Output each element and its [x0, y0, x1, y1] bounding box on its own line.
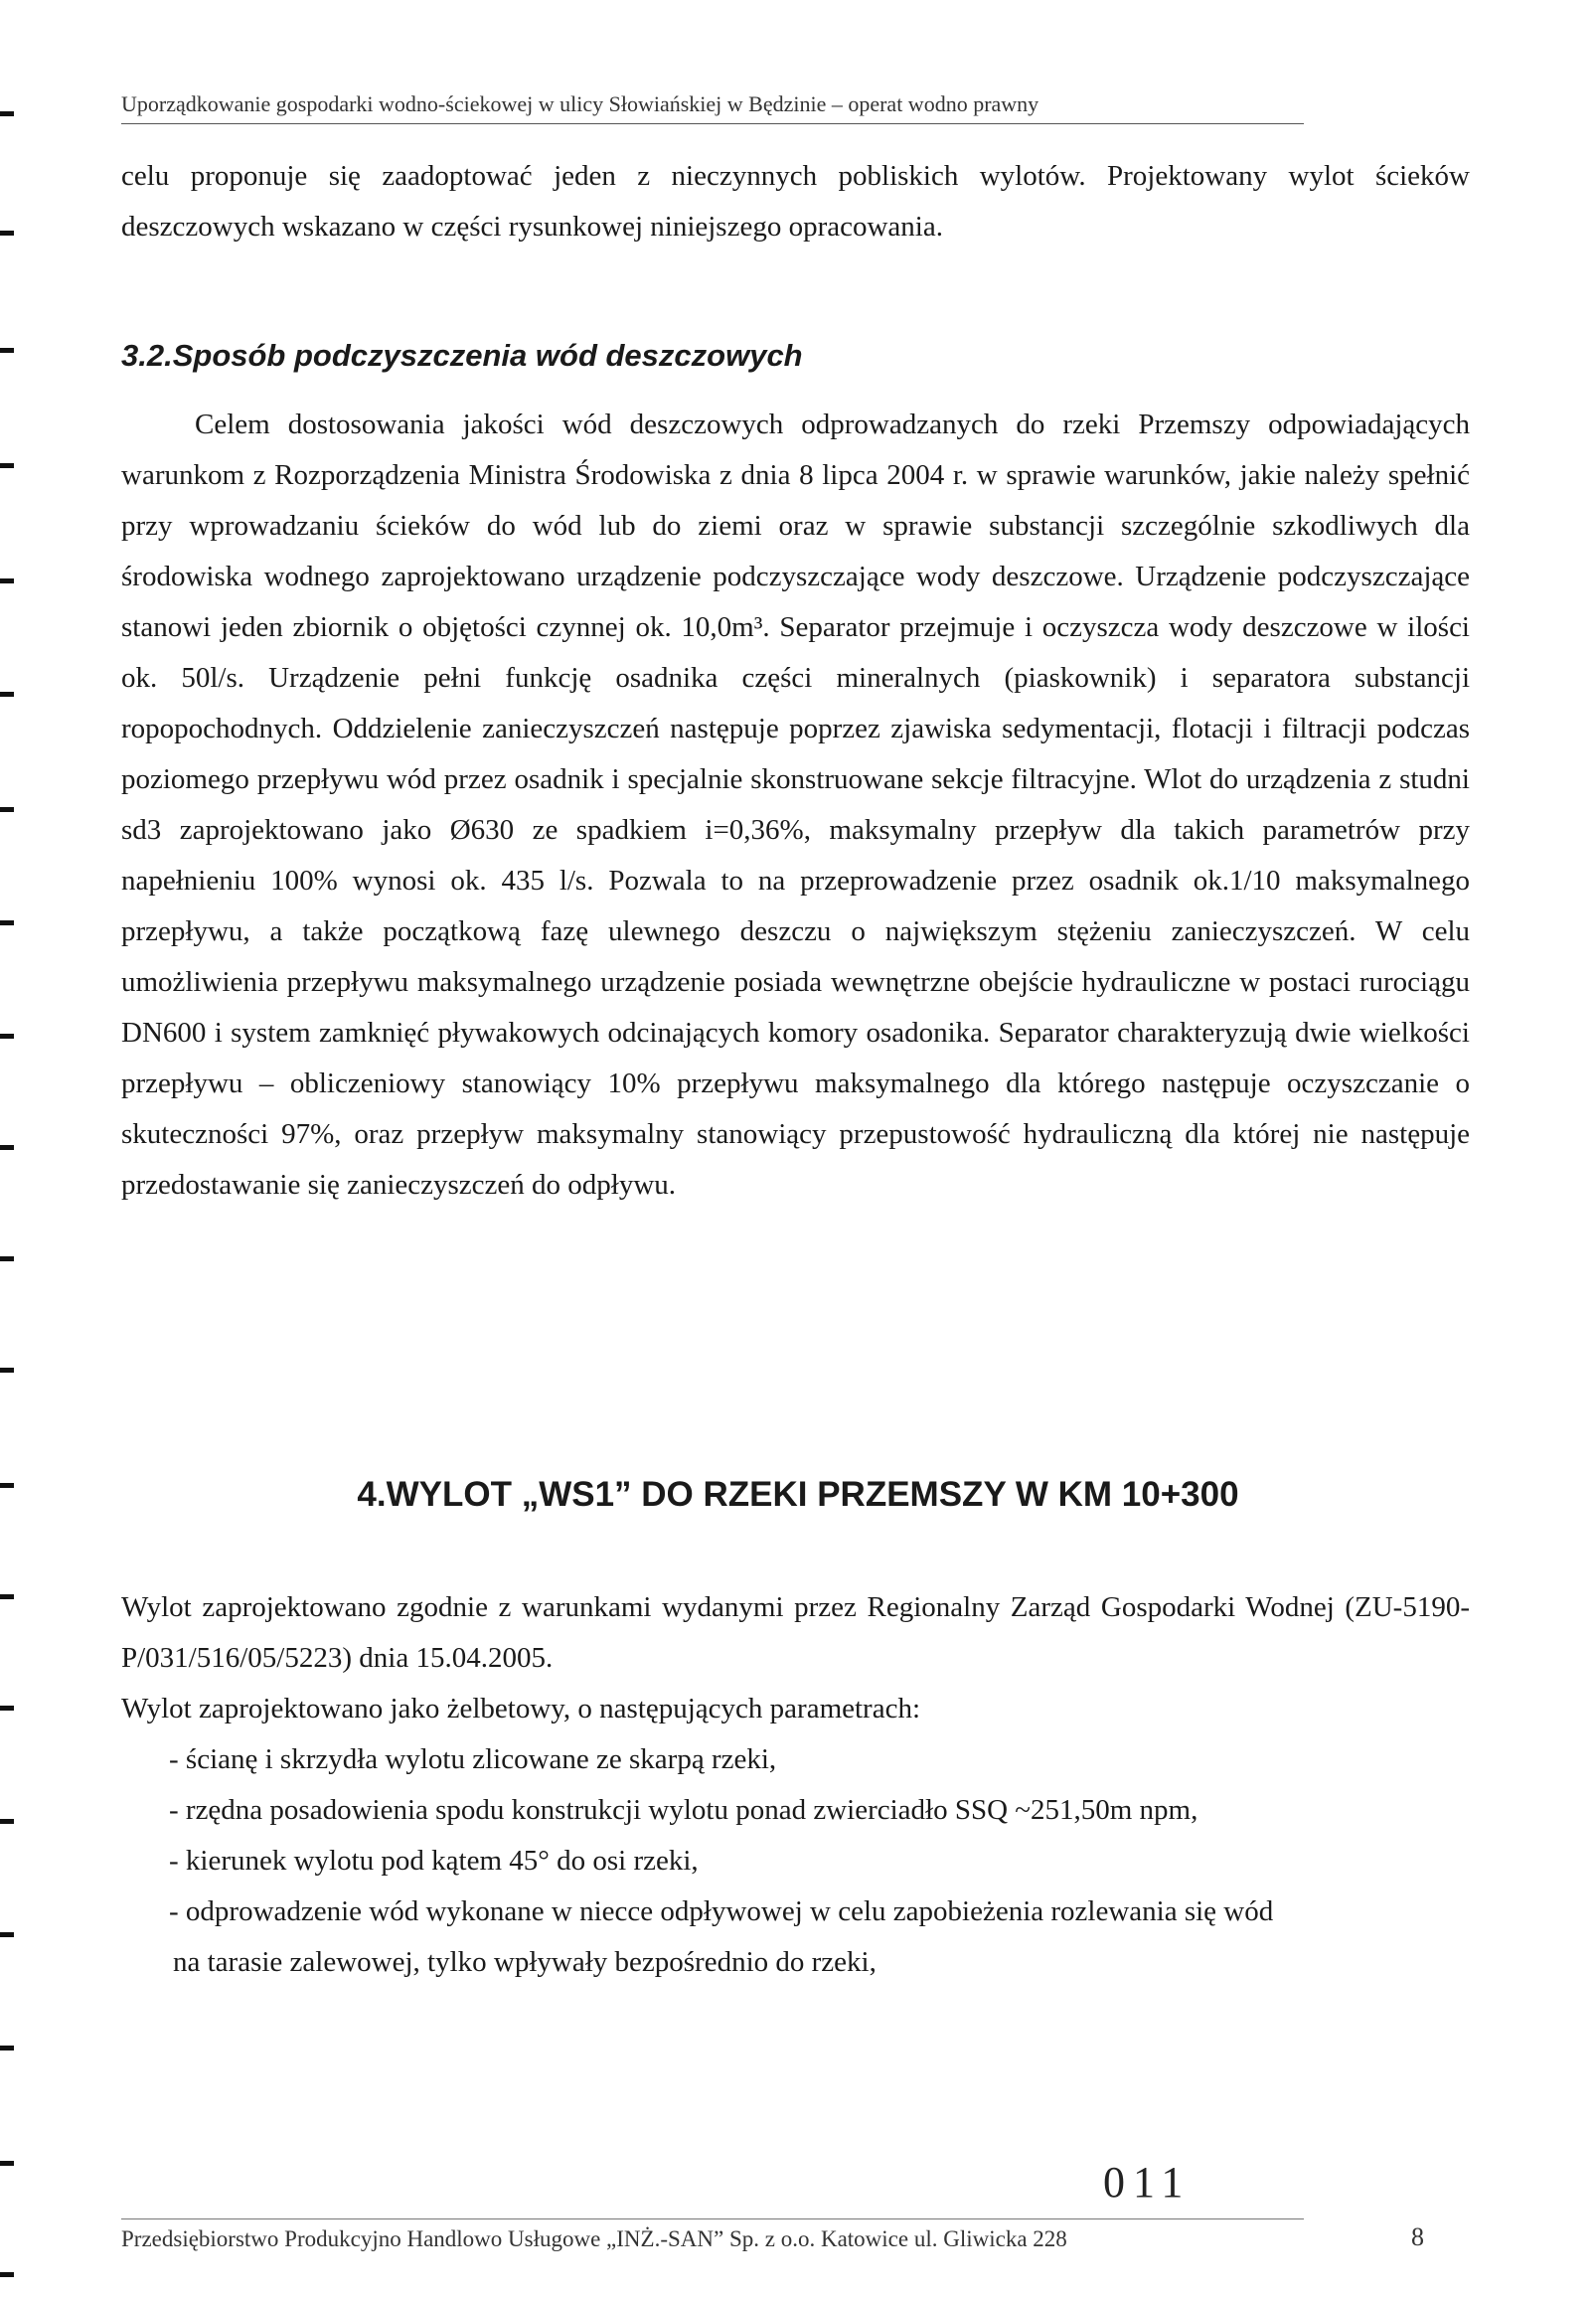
list-item: - rzędna posadowienia spodu konstrukcji wylotu ponad zwierciadło SSQ ~251,50m npm, — [169, 1794, 1198, 1826]
section-heading-3-2: 3.2.Sposób podczyszczenia wód deszczowych — [121, 338, 803, 373]
page-number: 8 — [1411, 2222, 1424, 2251]
scan-edge-mark — [0, 1706, 14, 1711]
list-item: - kierunek wylotu pod kątem 45° do osi rzeki, — [169, 1845, 699, 1877]
scan-edge-mark — [0, 463, 14, 468]
chapter-4-paragraph-2: Wylot zaprojektowano jako żelbetowy, o następujących parametrach: — [121, 1693, 921, 1724]
scan-edge-mark — [0, 2046, 14, 2051]
list-item: - ścianę i skrzydła wylotu zlicowane ze skarpą rzeki, — [169, 1743, 777, 1775]
chapter-4-body — [121, 1582, 1470, 1988]
intro-paragraph: celu proponuje się zaadoptować jeden z nieczynnych pobliskich wylotów. Projektowany wylot ścieków deszczowych wskazano w części rysunkowej niniejszego opracowania. — [121, 160, 1470, 243]
scan-edge-mark — [0, 1932, 14, 1937]
chapter-4-paragraph-1: Wylot zaprojektowano zgodnie z warunkami wydanymi przez Regionalny Zarząd Gospodarki Wodnej (ZU-5190-P/031/516/05/5223) dnia 15.04.2005. — [121, 1591, 1470, 1674]
scan-edge-mark — [0, 1368, 14, 1373]
scan-edge-mark — [0, 1256, 14, 1261]
scan-edge-mark — [0, 1034, 14, 1039]
scan-edge-mark — [0, 692, 14, 697]
scan-edge-mark — [0, 348, 14, 353]
chapter-heading-4: 4.WYLOT „WS1” DO RZEKI PRZEMSZY W KM 10+300 — [357, 1475, 1239, 1514]
scan-edge-mark — [0, 807, 14, 812]
list-item-continuation: na tarasie zalewowej, tylko wpływały bezpośrednio do rzeki, — [173, 1946, 877, 1978]
scan-edge-mark — [0, 231, 14, 236]
footer-divider — [121, 2218, 1304, 2219]
scan-edge-mark — [0, 2272, 14, 2277]
scan-edge-mark — [0, 111, 14, 116]
running-header: Uporządkowanie gospodarki wodno-ściekowej w ulicy Słowiańskiej w Będzinie – operat wodno prawny — [121, 91, 1304, 124]
scan-edge-mark — [0, 920, 14, 925]
scan-edge-mark — [0, 2161, 14, 2166]
scan-edge-mark — [0, 1594, 14, 1599]
section-3-2-paragraph: Celem dostosowania jakości wód deszczowych odprowadzanych do rzeki Przemszy odpowiadających warunkom z Rozporządzenia Ministra Środowiska z dnia 8 lipca 2004 r. w sprawie warunków, jakie należy spełnić przy wprowadzaniu ścieków do wód lub do ziemi oraz w sprawie substancji szczególnie szkodliwych dla środowiska wodnego zaprojektowano urządzenie podczyszczające wody deszczowe. Urządzenie podczyszczające stanowi jeden zbiornik o objętości czynnej ok. 10,0m³. Separator przejmuje i oczyszcza wody deszczowe w ilości ok. 50l/s. Urządzenie pełni funkcję osadnika części mineralnych (piaskownik) i separatora substancji ropopochodnych. Oddzielenie zanieczyszczeń następuje poprzez zjawiska sedymentacji, flotacji i filtracji podczas poziomego przepływu wód przez osadnik i specjalnie skonstruowane sekcje filtracyjne. Wlot do urządzenia z studni sd3 zaprojektowano jako Ø630 ze spadkiem i=0,36%, maksymalny przepływ dla takich parametrów przy napełnieniu 100% wynosi ok. 435 l/s. Pozwala to na przeprowadzenie przez osadnik ok.1/10 maksymalnego przepływu, a także początkową fazę ulewnego deszczu o największym stężeniu zanieczyszczeń. W celu umożliwienia przepływu maksymalnego urządzenie posiada wewnętrzne obejście hydrauliczne w postaci rurociągu DN600 i system zamknięć pływakowych odcinających komory osadonika. Separator charakteryzują dwie wielkości przepływu – obliczeniowy stanowiący 10% przepływu maksymalnego dla którego następuje oczyszczanie o skuteczności 97%, oraz przepływ maksymalny stanowiący przepustowość hydrauliczną dla której nie następuje przedostawanie się zanieczyszczeń do odpływu. — [121, 409, 1470, 1201]
scan-edge-mark — [0, 1819, 14, 1824]
scan-edge-mark — [0, 1145, 14, 1150]
scan-edge-mark — [0, 578, 14, 583]
page-stamp: 011 — [1103, 2158, 1192, 2207]
list-item: - odprowadzenie wód wykonane w niecce odpływowej w celu zapobieżenia rozlewania się wód — [169, 1895, 1274, 1927]
running-footer: Przedsiębiorstwo Produkcyjno Handlowo Usługowe „INŻ.-SAN” Sp. z o.o. Katowice ul. Gliwicka 228 — [121, 2226, 1067, 2251]
